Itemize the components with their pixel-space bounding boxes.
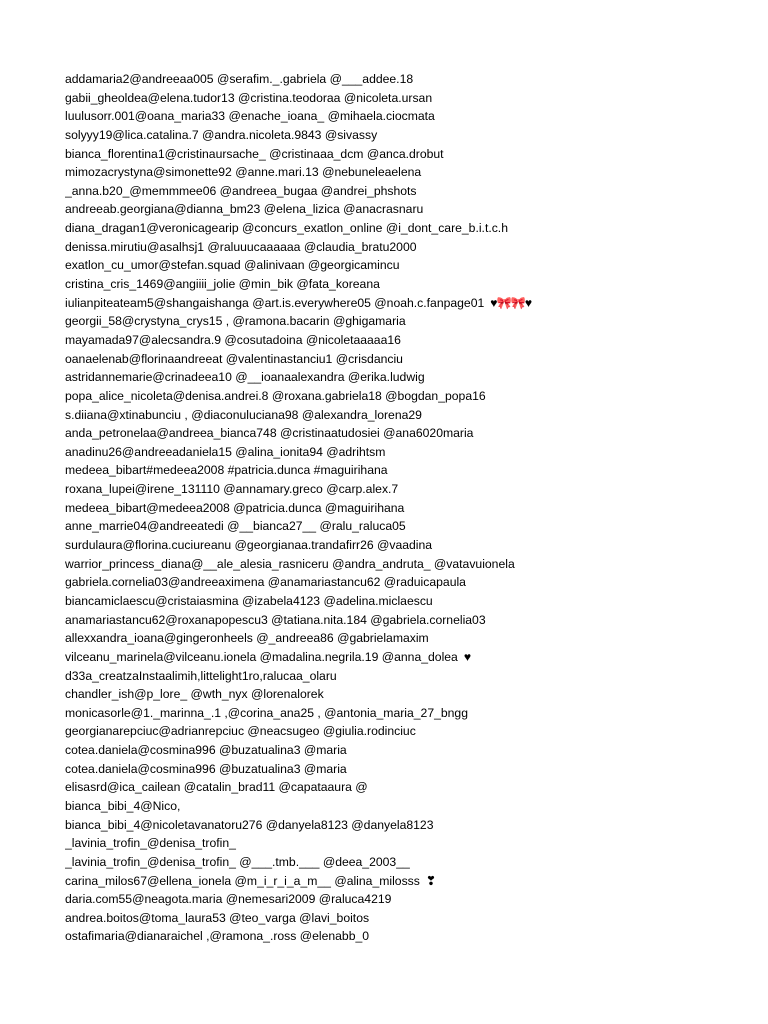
list-item — [65, 573, 755, 592]
line-text: carina_milos67@ellena_ionela @m_i_r_i_a_m__ @alina_milosss — [65, 873, 420, 888]
line-text: _lavinia_trofin_@denisa_trofin_ — [65, 836, 236, 851]
list-item — [65, 89, 755, 108]
line-text: exatlon_cu_umor@stefan.squad @alinivaan @georgicamincu — [65, 258, 400, 273]
line-text: cotea.daniela@cosmina996 @buzatualina3 @maria — [65, 743, 347, 758]
list-item — [65, 126, 755, 145]
line-text: cotea.daniela@cosmina996 @buzatualina3 @maria — [65, 761, 347, 776]
line-text: iulianpiteateam5@shangaishanga @art.is.everywhere05 @noah.c.fanpage01 — [65, 295, 485, 310]
list-item — [65, 443, 755, 462]
list-item — [65, 778, 755, 797]
line-text: chandler_ish@p_lore_ @wth_nyx @lorenalorek — [65, 687, 324, 702]
line-text: _lavinia_trofin_@denisa_trofin_ @___.tmb.___ @deea_2003__ — [65, 854, 410, 869]
list-item — [65, 592, 755, 611]
line-text: bianca_bibi_4@nicoletavanatoru276 @danyela8123 @danyela8123 — [65, 817, 434, 832]
list-item — [65, 909, 755, 928]
list-item — [65, 406, 755, 425]
list-item — [65, 834, 755, 853]
line-text: diana_dragan1@veronicagearip @concurs_exatlon_online @i_dont_care_b.i.t.c.h — [65, 221, 508, 236]
list-item — [65, 200, 755, 219]
list-item — [65, 219, 755, 238]
line-text: andreeab.georgiana@dianna_bm23 @elena_lizica @anacrasnaru — [65, 202, 424, 217]
list-item — [65, 294, 755, 313]
list-item — [65, 685, 755, 704]
line-text: bianca_bibi_4@Nico, — [65, 798, 181, 813]
heart-emoji-icon: ❣ — [425, 873, 436, 888]
line-text: medeea_bibart#medeea2008 #patricia.dunca #maguirihana — [65, 463, 388, 478]
line-text: roxana_lupei@irene_131110 @annamary.greco @carp.alex.7 — [65, 482, 399, 497]
line-text: _anna.b20_@memmmee06 @andreea_bugaa @andrei_phshots — [65, 183, 417, 198]
list-item — [65, 182, 755, 201]
list-item — [65, 387, 755, 406]
line-text: elisasrd@ica_cailean @catalin_brad11 @capataaura @ — [65, 780, 368, 795]
list-item — [65, 611, 755, 630]
list-item — [65, 480, 755, 499]
line-text: oanaelenab@florinaandreeat @valentinastanciu1 @crisdanciu — [65, 351, 403, 366]
line-text: gabii_gheoldea@elena.tudor13 @cristina.teodoraa @nicoleta.ursan — [65, 90, 433, 105]
list-item — [65, 107, 755, 126]
line-text: anda_petronelaa@andreea_bianca748 @cristinaatudosiei @ana6020maria — [65, 426, 474, 441]
line-text: medeea_bibart@medeea2008 @patricia.dunca @maguirihana — [65, 500, 405, 515]
list-item — [65, 461, 755, 480]
list-item — [65, 741, 755, 760]
list-item — [65, 368, 755, 387]
list-item — [65, 312, 755, 331]
heart-emoji-icon: ♥🎀🎀♥ — [490, 295, 532, 310]
line-text: monicasorle@1._marinna_.1 ,@corina_ana25 , @antonia_maria_27_bngg — [65, 705, 468, 720]
heart-emoji-icon: ♥ — [463, 649, 471, 664]
list-item — [65, 163, 755, 182]
list-item — [65, 704, 755, 723]
list-item — [65, 853, 755, 872]
list-item — [65, 667, 755, 686]
list-item — [65, 872, 755, 891]
list-item — [65, 256, 755, 275]
list-item — [65, 760, 755, 779]
list-item — [65, 722, 755, 741]
list-item — [65, 238, 755, 257]
list-item — [65, 275, 755, 294]
list-item — [65, 70, 755, 89]
line-text: popa_alice_nicoleta@denisa.andrei.8 @roxana.gabriela18 @bogdan_popa16 — [65, 388, 486, 403]
list-item — [65, 424, 755, 443]
line-text: georgianarepciuc@adrianrepciuc @neacsugeo @giulia.rodinciuc — [65, 724, 416, 739]
list-item — [65, 331, 755, 350]
list-item — [65, 816, 755, 835]
line-text: biancamiclaescu@cristaiasmina @izabela4123 @adelina.miclaescu — [65, 593, 433, 608]
list-item — [65, 536, 755, 555]
line-text: mayamada97@alecsandra.9 @cosutadoina @nicoletaaaaa16 — [65, 332, 401, 347]
line-text: luulusorr.001@oana_maria33 @enache_ioana_ @mihaela.ciocmata — [65, 109, 435, 124]
line-text: ostafimaria@dianaraichel ,@ramona_.ross @elenabb_0 — [65, 929, 370, 944]
line-text: solyyy19@lica.catalina.7 @andra.nicoleta.9843 @sivassy — [65, 127, 378, 142]
list-item — [65, 499, 755, 518]
list-item — [65, 629, 755, 648]
line-text: georgii_58@crystyna_crys15 , @ramona.bacarin @ghigamaria — [65, 314, 406, 329]
line-text: daria.com55@neagota.maria @nemesari2009 @raluca4219 — [65, 892, 392, 907]
line-text: anamariastancu62@roxanapopescu3 @tatiana.nita.184 @gabriela.cornelia03 — [65, 612, 486, 627]
line-text: astridannemarie@crinadeea10 @__ioanaalexandra @erika.ludwig — [65, 370, 425, 385]
line-text: mimozacrystyna@simonette92 @anne.mari.13 @nebuneleaelena — [65, 165, 422, 180]
list-item — [65, 797, 755, 816]
line-text: addamaria2@andreeaa005 @serafim._.gabriela @___addee.18 — [65, 72, 414, 86]
line-text: bianca_florentina1@cristinaursache_ @cristinaaa_dcm @anca.drobut — [65, 146, 444, 161]
list-item — [65, 648, 755, 667]
line-text: cristina_cris_1469@angiiii_jolie @min_bik @fata_koreana — [65, 277, 380, 292]
line-text: vilceanu_marinela@vilceanu.ionela @madalina.negrila.19 @anna_dolea — [65, 649, 458, 664]
line-text: allexxandra_ioana@gingeronheels @_andreea86 @gabrielamaxim — [65, 631, 429, 646]
list-item — [65, 555, 755, 574]
line-text: anadinu26@andreeadaniela15 @alina_ionita94 @adrihtsm — [65, 444, 386, 459]
line-text: surdulaura@florina.cuciureanu @georgianaa.trandafirr26 @vaadina — [65, 538, 433, 553]
list-item — [65, 927, 755, 946]
username-list — [65, 70, 755, 946]
list-item — [65, 890, 755, 909]
line-text: denissa.mirutiu@asalhsj1 @raluuucaaaaaa @claudia_bratu2000 — [65, 239, 417, 254]
line-text: warrior_princess_diana@__ale_alesia_rasniceru @andra_andruta_ @vatavuionela — [65, 556, 515, 571]
list-item — [65, 517, 755, 536]
line-text: gabriela.cornelia03@andreeaximena @anamariastancu62 @raduicapaula — [65, 575, 466, 590]
line-text: d33a_creatzaInstaalimih,littelight1ro,ralucaa_olaru — [65, 668, 337, 683]
line-text: s.diiana@xtinabunciu , @diaconuluciana98 @alexandra_lorena29 — [65, 407, 422, 422]
list-item — [65, 350, 755, 369]
line-text: anne_marrie04@andreeatedi @__bianca27__ @ralu_raluca05 — [65, 519, 406, 534]
line-text: andrea.boitos@toma_laura53 @teo_varga @lavi_boitos — [65, 910, 370, 925]
list-item — [65, 145, 755, 164]
